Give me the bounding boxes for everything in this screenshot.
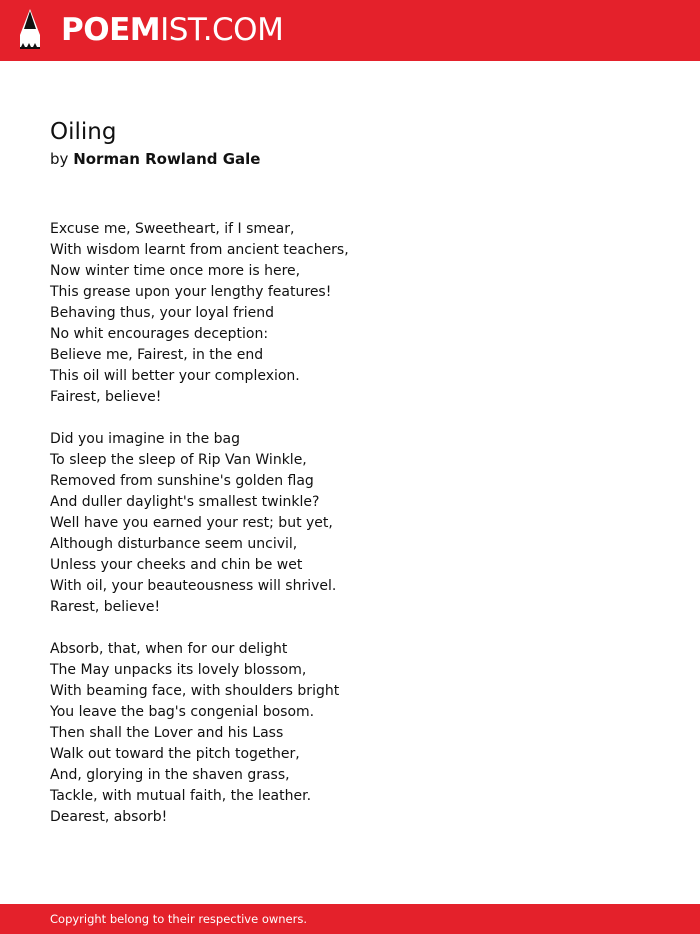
poem-line: Absorb, that, when for our delight xyxy=(50,641,288,657)
poem-line: Well have you earned your rest; but yet, xyxy=(50,515,333,531)
poem-line: Removed from sunshine's golden flag xyxy=(50,473,314,489)
poem-line: No whit encourages deception: xyxy=(50,326,269,342)
copyright-text: Copyright belong to their respective owners. xyxy=(50,912,308,926)
poem-line: Tackle, with mutual faith, the leather. xyxy=(50,788,312,804)
pencil-tip-icon[interactable] xyxy=(18,9,42,51)
site-footer xyxy=(0,904,700,934)
by-label: by xyxy=(50,150,69,168)
poem-line: To sleep the sleep of Rip Van Winkle, xyxy=(50,452,307,468)
poem-title: Oiling xyxy=(50,119,117,145)
poem-line: Then shall the Lover and his Lass xyxy=(50,725,284,741)
poem-line: With wisdom learnt from ancient teachers, xyxy=(50,242,349,258)
stanza xyxy=(50,639,650,828)
stanza xyxy=(50,219,650,408)
poem-author: Norman Rowland Gale xyxy=(73,150,261,168)
poem-line: And, glorying in the shaven grass, xyxy=(50,767,290,783)
poem-line: The May unpacks its lovely blossom, xyxy=(50,662,307,678)
poem-line: Unless your cheeks and chin be wet xyxy=(50,557,303,573)
poem-line: This grease upon your lengthy features! xyxy=(50,284,332,300)
poem-line: You leave the bag's congenial bosom. xyxy=(50,704,315,720)
poem-line: Excuse me, Sweetheart, if I smear, xyxy=(50,221,295,237)
poem-line: Walk out toward the pitch together, xyxy=(50,746,300,762)
poem-line: Now winter time once more is here, xyxy=(50,263,301,279)
poem-line: This oil will better your complexion. xyxy=(50,368,300,384)
stanza xyxy=(50,429,650,618)
logo-light-text: IST.COM xyxy=(160,12,284,48)
poem-line: With beaming face, with shoulders bright xyxy=(50,683,340,699)
poem-line: With oil, your beauteousness will shrivel. xyxy=(50,578,337,594)
logo-bold-text: POEM xyxy=(61,12,161,48)
poem-line: Fairest, believe! xyxy=(50,389,162,405)
poem-line: Dearest, absorb! xyxy=(50,809,168,825)
poem-line: Believe me, Fairest, in the end xyxy=(50,347,264,363)
site-logo[interactable] xyxy=(61,12,283,48)
poem-line: Although disturbance seem uncivil, xyxy=(50,536,298,552)
poem-line: Behaving thus, your loyal friend xyxy=(50,305,275,321)
poem-body xyxy=(50,219,650,849)
poem-byline xyxy=(50,149,260,169)
poem-line: Rarest, believe! xyxy=(50,599,161,615)
poem-line: And duller daylight's smallest twinkle? xyxy=(50,494,320,510)
site-header xyxy=(0,0,700,61)
poem-line: Did you imagine in the bag xyxy=(50,431,240,447)
